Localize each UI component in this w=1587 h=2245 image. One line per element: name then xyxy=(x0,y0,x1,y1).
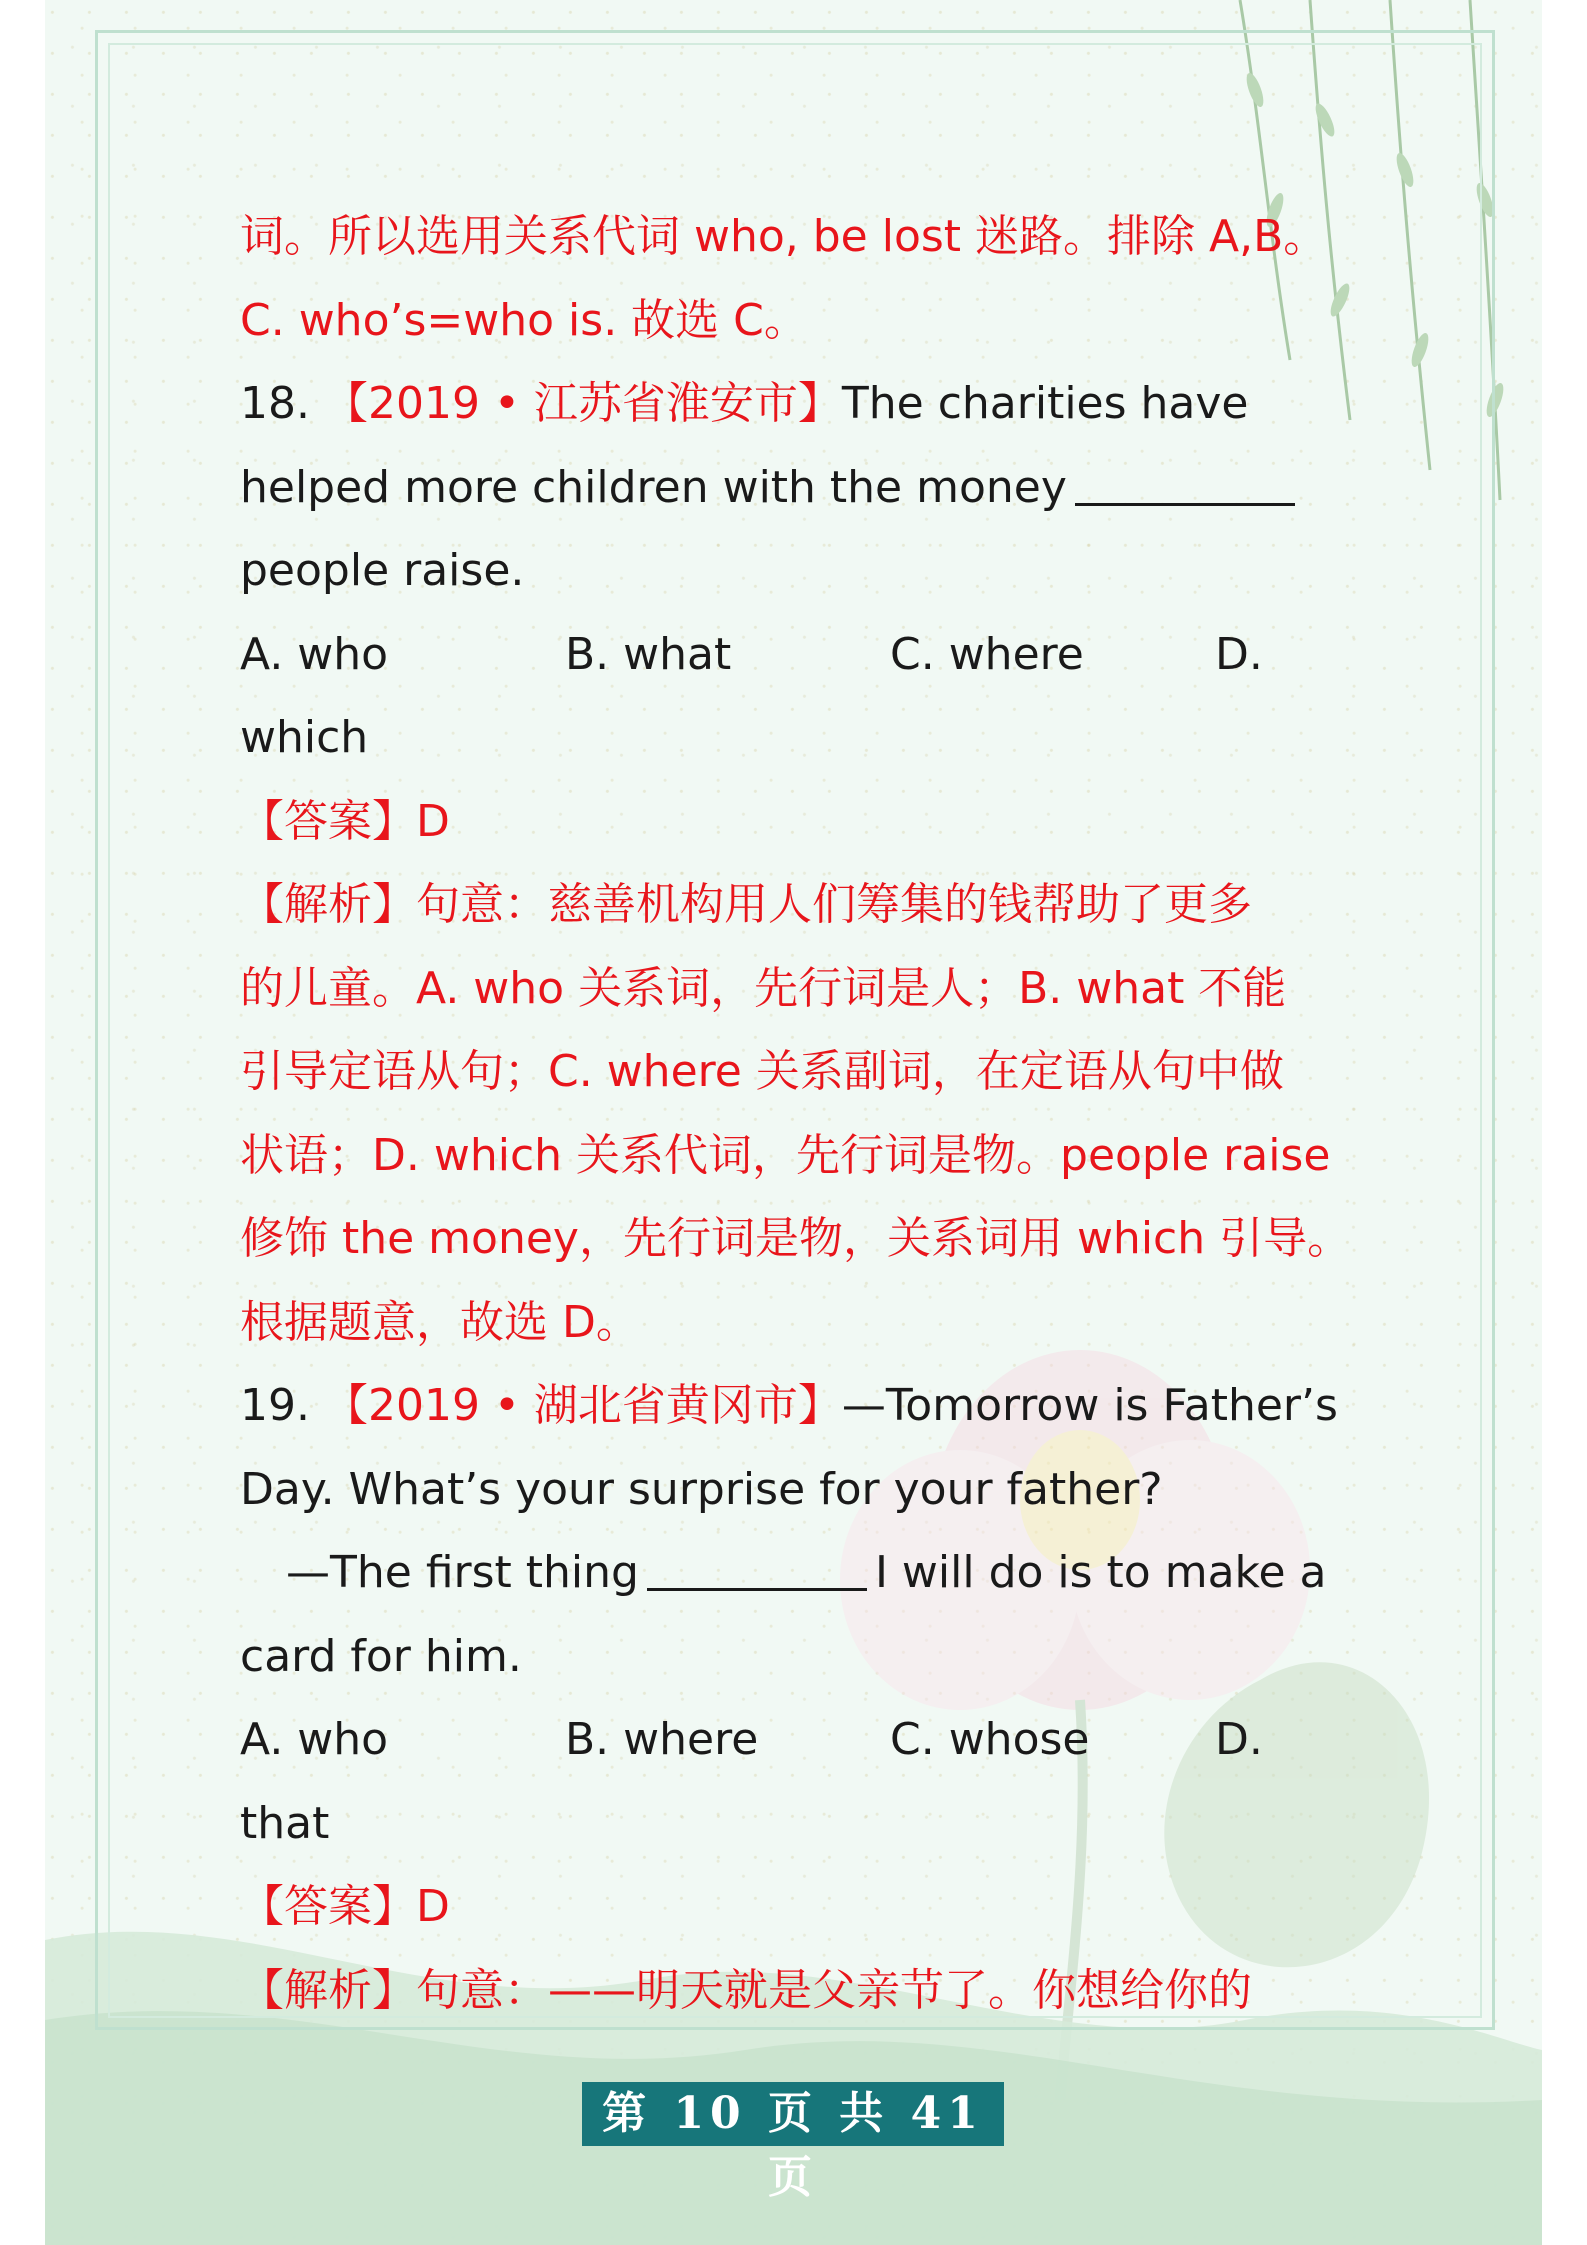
analysis-line: 根据题意，故选 D。 xyxy=(240,1296,640,1348)
option-d: D. xyxy=(1215,628,1263,680)
question-number: 19. xyxy=(240,1380,310,1431)
analysis-line: 【解析】句意：慈善机构用人们筹集的钱帮助了更多 xyxy=(240,879,1252,930)
option-d-text: that xyxy=(240,1797,330,1849)
option-d-text: which xyxy=(240,712,369,763)
page-number-footer: 第 10 页 共 41 页 xyxy=(582,2082,1004,2146)
question-stem: I will do is to make a xyxy=(874,1547,1327,1598)
question-18-title xyxy=(240,362,1360,446)
question-stem: The charities have xyxy=(841,378,1249,429)
answer-label: 【答案】D xyxy=(240,795,450,847)
question-19-stem xyxy=(240,1531,1360,1615)
question-stem: —Tomorrow is Father’s xyxy=(841,1380,1338,1431)
question-source-tag: 【2019 • 江苏省淮安市】 xyxy=(323,378,842,429)
answer-blank xyxy=(1075,459,1295,506)
option-d: D. xyxy=(1215,1714,1263,1765)
analysis-line: 词。所以选用关系代词 who, be lost 迷路。排除 A,B。 xyxy=(240,211,1328,262)
option-b: B. what xyxy=(565,628,732,680)
analysis-line: 状语；D. which 关系代词，先行词是物。people raise xyxy=(240,1129,1331,1181)
question-19-title xyxy=(240,1364,1360,1448)
question-18-options xyxy=(240,613,1360,697)
option-c: C. whose xyxy=(890,1714,1090,1765)
analysis-line: C. who’s=who is. 故选 C。 xyxy=(240,294,808,346)
question-source-tag: 【2019 • 湖北省黄冈市】 xyxy=(323,1380,842,1431)
option-b: B. where xyxy=(565,1714,759,1765)
document-content xyxy=(240,195,1360,2032)
question-18-stem xyxy=(240,446,1360,530)
question-number: 18. xyxy=(240,378,310,429)
question-stem: helped more children with the money xyxy=(240,461,1067,513)
question-stem: people raise. xyxy=(240,545,525,596)
analysis-line: 引导定语从句；C. where 关系副词，在定语从句中做 xyxy=(240,1046,1284,1097)
answer-blank xyxy=(647,1544,867,1591)
option-a: A. who xyxy=(240,628,389,680)
analysis-line: 修饰 the money，先行词是物，关系词用 which 引导。 xyxy=(240,1213,1352,1264)
question-19-options xyxy=(240,1698,1360,1782)
analysis-line: 的儿童。A. who 关系词，先行词是人；B. what 不能 xyxy=(240,962,1287,1014)
answer-label: 【答案】D xyxy=(240,1881,450,1932)
question-stem: Day. What’s your surprise for your father? xyxy=(240,1463,1163,1515)
analysis-line: 【解析】句意：——明天就是父亲节了。你想给你的 xyxy=(240,1964,1252,2016)
option-c: C. where xyxy=(890,628,1084,680)
question-stem: card for him. xyxy=(240,1630,522,1682)
question-stem: —The first thing xyxy=(286,1547,639,1598)
option-a: A. who xyxy=(240,1714,389,1765)
